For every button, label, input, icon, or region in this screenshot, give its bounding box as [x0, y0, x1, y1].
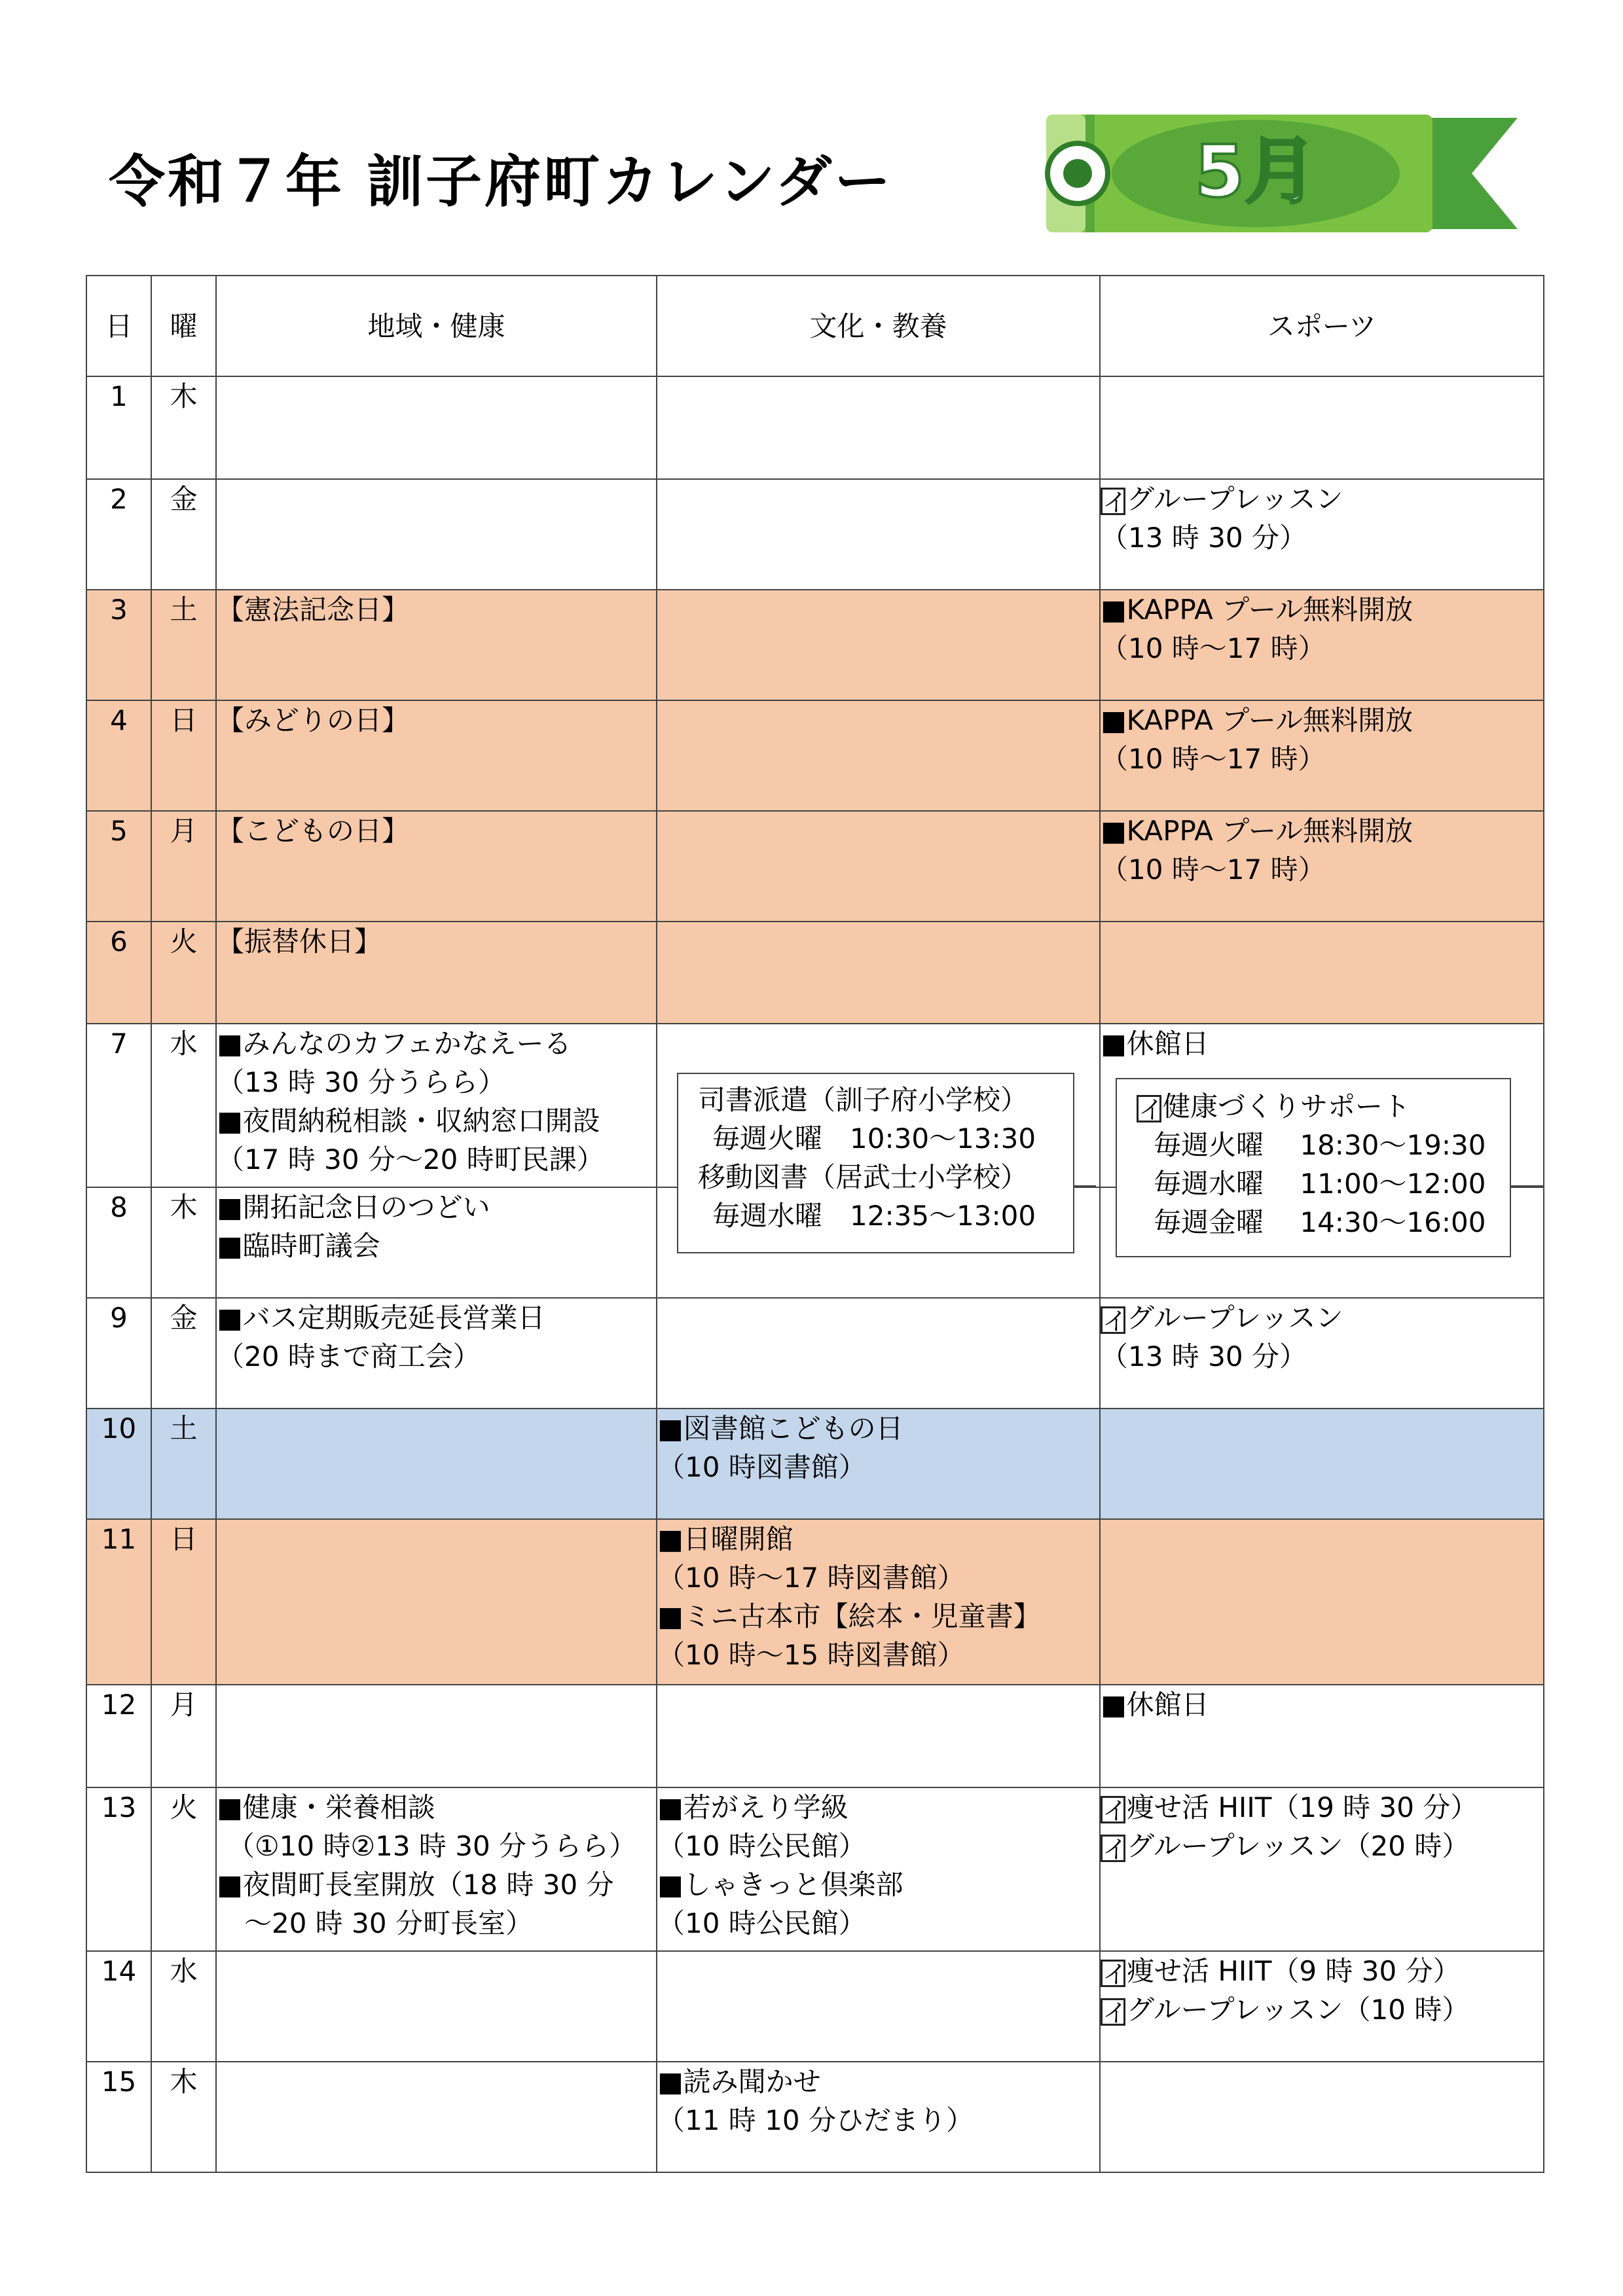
day-of-week: 日	[151, 700, 216, 811]
event-line: （17 時 30 分～20 時町民課）	[217, 1143, 604, 1175]
event-line: （10 時～17 時）	[1101, 743, 1326, 775]
day-number: 8	[86, 1187, 151, 1298]
event-line: （10 時図書館）	[657, 1451, 866, 1483]
header-sports: スポーツ	[1100, 276, 1544, 376]
day-number: 1	[86, 376, 151, 479]
event-text: グループレッスン	[1127, 483, 1343, 515]
day-of-week: 金	[151, 1298, 216, 1408]
event-line: ■開拓記念日のつどい	[217, 1191, 490, 1223]
facility-i-icon: イ	[1101, 488, 1125, 515]
day-number: 6	[86, 922, 151, 1024]
day-number: 10	[86, 1408, 151, 1519]
sports-cell	[1100, 479, 1544, 590]
event-line: （10 時～17 時）	[1101, 853, 1326, 886]
culture-cell	[657, 376, 1100, 479]
event-line	[1101, 1788, 1543, 1827]
event-line	[1101, 1299, 1543, 1337]
community-health-cell	[216, 479, 657, 590]
calendar-row	[86, 376, 1544, 479]
day-of-week: 日	[151, 1519, 216, 1685]
event-line	[1101, 1827, 1543, 1865]
day-number: 3	[86, 590, 151, 700]
calendar-row	[86, 1951, 1544, 2062]
culture-cell	[657, 1298, 1100, 1408]
calendar-row	[86, 922, 1544, 1024]
event-line	[1101, 480, 1543, 518]
calendar-row	[86, 1685, 1544, 1787]
event-line: ■夜間町長室開放（18 時 30 分	[217, 1869, 614, 1901]
calendar-row	[86, 811, 1544, 922]
event-line: ■KAPPA プール無料開放	[1101, 594, 1413, 626]
calendar-row	[86, 479, 1544, 590]
sports-cell	[1100, 700, 1544, 811]
community-health-cell	[216, 376, 657, 479]
header-culture: 文化・教養	[657, 276, 1100, 376]
event-line: 【こどもの日】	[217, 815, 410, 847]
culture-cell	[657, 1519, 1100, 1685]
event-line: （10 時～15 時図書館）	[657, 1639, 965, 1671]
community-health-cell	[216, 1024, 657, 1187]
day-of-week: 木	[151, 1187, 216, 1298]
sports-cell	[1100, 2062, 1544, 2172]
culture-cell	[657, 2062, 1100, 2172]
sports-cell	[1100, 1408, 1544, 1519]
community-health-cell	[216, 1519, 657, 1685]
sports-cell	[1100, 590, 1544, 700]
banner-month-label: 5月	[1194, 130, 1317, 213]
event-line: ■KAPPA プール無料開放	[1101, 815, 1413, 847]
event-text: グループレッスン	[1127, 1302, 1343, 1334]
sports-cell	[1100, 1298, 1544, 1408]
event-line: （11 時 10 分ひだまり）	[657, 2104, 974, 2136]
culture-cell	[657, 811, 1100, 922]
header-community-health: 地域・健康	[216, 276, 657, 376]
event-line: ■日曜開館	[657, 1523, 793, 1555]
day-of-week: 金	[151, 479, 216, 590]
day-number: 15	[86, 2062, 151, 2172]
event-line: ■夜間納税相談・収納窓口開設	[217, 1105, 600, 1137]
library-box-line: 毎週水曜 12:35～13:00	[712, 1200, 1036, 1232]
event-line: ■休館日	[1101, 1028, 1209, 1060]
library-box	[677, 1073, 1074, 1253]
day-number: 12	[86, 1685, 151, 1787]
health-support-box	[1116, 1078, 1511, 1257]
community-health-cell	[216, 1951, 657, 2062]
event-line: ■休館日	[1101, 1689, 1209, 1721]
facility-i-icon: イ	[1101, 1998, 1125, 2026]
sports-cell	[1100, 1519, 1544, 1685]
header-row	[86, 276, 1544, 376]
header-day: 日	[86, 276, 151, 376]
event-line: （10 時～17 時）	[1101, 632, 1326, 664]
calendar-row	[86, 2062, 1544, 2172]
header-dow: 曜	[151, 276, 216, 376]
sports-cell	[1100, 1685, 1544, 1787]
community-health-cell	[216, 811, 657, 922]
culture-cell	[657, 1685, 1100, 1787]
culture-cell	[657, 590, 1100, 700]
event-line: ■バス定期販売延長営業日	[217, 1302, 545, 1334]
health-box-line: 健康づくりサポート	[1163, 1090, 1411, 1122]
event-line: （10 時～17 時図書館）	[657, 1562, 965, 1594]
event-text: 痩せ活 HIIT（19 時 30 分）	[1127, 1791, 1478, 1823]
health-box-line: 毎週火曜 18:30～19:30	[1154, 1129, 1486, 1161]
event-line	[1101, 1990, 1543, 2029]
day-of-week: 土	[151, 590, 216, 700]
calendar-row	[86, 700, 1544, 811]
community-health-cell	[216, 922, 657, 1024]
day-of-week: 土	[151, 1408, 216, 1519]
culture-cell	[657, 700, 1100, 811]
culture-cell	[657, 1951, 1100, 2062]
day-of-week: 火	[151, 1787, 216, 1951]
day-of-week: 木	[151, 2062, 216, 2172]
event-line: （13 時 30 分）	[1101, 1340, 1307, 1372]
library-box-line: 移動図書（居武士小学校）	[698, 1161, 1029, 1193]
event-line: （10 時公民館）	[657, 1907, 866, 1939]
day-number: 5	[86, 811, 151, 922]
community-health-cell	[216, 1298, 657, 1408]
day-of-week: 月	[151, 811, 216, 922]
event-line: （①10 時②13 時 30 分うらら）	[227, 1830, 637, 1862]
event-line: 【振替休日】	[217, 925, 382, 958]
day-of-week: 木	[151, 376, 216, 479]
health-box-line: 毎週水曜 11:00～12:00	[1154, 1168, 1486, 1200]
community-health-cell	[216, 1187, 657, 1298]
facility-i-icon: イ	[1101, 1796, 1125, 1823]
community-health-cell	[216, 1685, 657, 1787]
culture-cell	[657, 479, 1100, 590]
event-line: 【憲法記念日】	[217, 594, 410, 626]
day-of-week: 月	[151, 1685, 216, 1787]
event-line: （13 時 30 分うらら）	[217, 1066, 505, 1098]
sports-cell	[1100, 1787, 1544, 1951]
community-health-cell	[216, 2062, 657, 2172]
facility-i-icon: イ	[1101, 1306, 1125, 1334]
event-line: ～20 時 30 分町長室）	[244, 1907, 533, 1939]
event-line: ■図書館こどもの日	[657, 1412, 903, 1444]
event-text: 痩せ活 HIIT（9 時 30 分）	[1127, 1955, 1461, 1987]
day-number: 2	[86, 479, 151, 590]
calendar-row	[86, 1408, 1544, 1519]
sports-cell	[1100, 811, 1544, 922]
facility-i-icon: イ	[1137, 1095, 1161, 1122]
facility-i-icon: イ	[1101, 1835, 1125, 1862]
event-line: ■みんなのカフェかなえーる	[217, 1028, 572, 1060]
day-number: 13	[86, 1787, 151, 1951]
page-title: 令和７年 訓子府町カレンダー	[109, 149, 894, 215]
health-box-line: 毎週金曜 14:30～16:00	[1154, 1206, 1486, 1238]
event-line: ■しゃきっと倶楽部	[657, 1869, 903, 1901]
event-line: ■KAPPA プール無料開放	[1101, 704, 1413, 736]
event-line: ■臨時町議会	[217, 1230, 380, 1262]
event-line: ■健康・栄養相談	[217, 1791, 435, 1823]
library-box-line: 毎週火曜 10:30～13:30	[712, 1122, 1036, 1155]
culture-cell	[657, 922, 1100, 1024]
day-number: 7	[86, 1024, 151, 1187]
day-of-week: 水	[151, 1024, 216, 1187]
day-number: 11	[86, 1519, 151, 1685]
event-line: （20 時まで商工会）	[217, 1340, 481, 1372]
sports-cell	[1100, 922, 1544, 1024]
event-line	[1101, 1952, 1543, 1990]
sports-cell	[1100, 376, 1544, 479]
sports-cell	[1100, 1951, 1544, 2062]
event-line: （13 時 30 分）	[1101, 522, 1307, 554]
community-health-cell	[216, 700, 657, 811]
culture-cell	[657, 1408, 1100, 1519]
day-number: 4	[86, 700, 151, 811]
culture-cell	[657, 1787, 1100, 1951]
facility-i-icon: イ	[1101, 1960, 1125, 1987]
calendar-row	[86, 1519, 1544, 1685]
koinobori-month-banner	[1040, 105, 1518, 242]
community-health-cell	[216, 1787, 657, 1951]
event-text: グループレッスン（20 時）	[1127, 1830, 1470, 1862]
event-line: （10 時公民館）	[657, 1830, 866, 1862]
day-number: 14	[86, 1951, 151, 2062]
community-health-cell	[216, 590, 657, 700]
calendar-row	[86, 1298, 1544, 1408]
event-line: ■ミニ古本市【絵本・児童書】	[657, 1600, 1041, 1632]
event-text: グループレッスン（10 時）	[1127, 1994, 1470, 2026]
event-line: ■読み聞かせ	[657, 2066, 821, 2098]
community-health-cell	[216, 1408, 657, 1519]
day-of-week: 水	[151, 1951, 216, 2062]
day-number: 9	[86, 1298, 151, 1408]
library-box-line: 司書派遣（訓子府小学校）	[698, 1084, 1029, 1116]
event-line: 【みどりの日】	[217, 704, 410, 736]
calendar-row	[86, 590, 1544, 700]
event-line: ■若がえり学級	[657, 1791, 848, 1823]
day-of-week: 火	[151, 922, 216, 1024]
calendar-row	[86, 1787, 1544, 1951]
